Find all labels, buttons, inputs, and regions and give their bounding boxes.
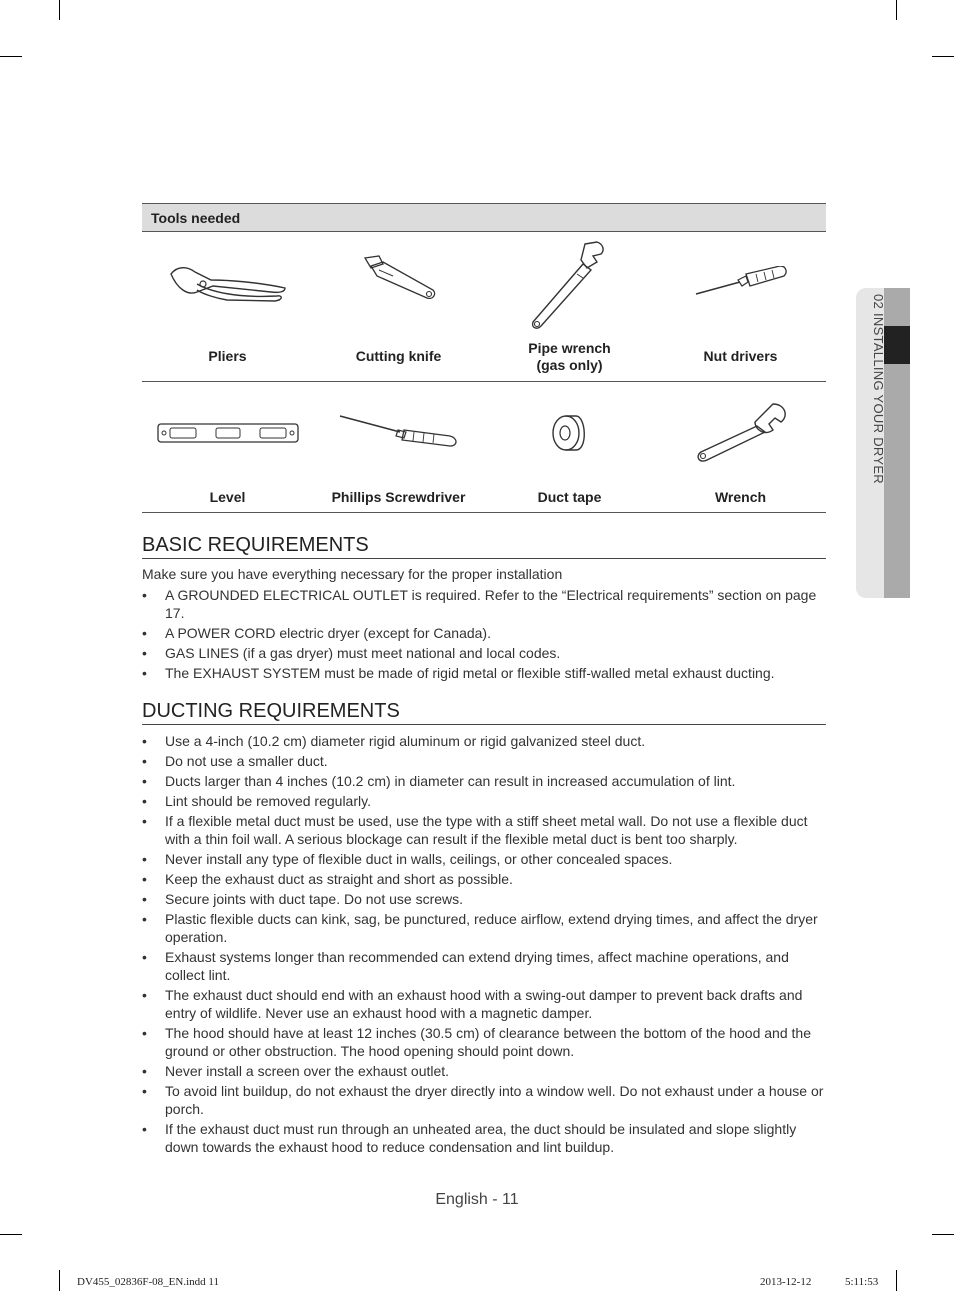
list-item: • Plastic flexible ducts can kink, sag, be punctured, reduce airflow, extend drying times, and affect the dryer operation. [142, 910, 832, 946]
list-item: • A GROUNDED ELECTRICAL OUTLET is required. Refer to the “Electrical requirements” section on page 17. [142, 586, 832, 622]
list-item: • Ducts larger than 4 inches (10.2 cm) in diameter can result in increased accumulation of lint. [142, 772, 832, 790]
crop-mark [932, 56, 954, 57]
nut-driver-icon [692, 266, 790, 300]
side-tab-marker [884, 326, 910, 364]
list-item: • A POWER CORD electric dryer (except for Canada). [142, 624, 832, 642]
tool-label-line1: Pipe wrench [528, 340, 611, 356]
basic-requirements-heading: BASIC REQUIREMENTS [142, 533, 826, 559]
tool-label: Cutting knife [355, 348, 442, 364]
list-item: • Secure joints with duct tape. Do not use screws. [142, 890, 832, 908]
list-item: • The EXHAUST SYSTEM must be made of rigid metal or flexible stiff-walled metal exhaust ducting. [142, 664, 832, 682]
knife-icon [359, 254, 439, 304]
list-item: • Keep the exhaust duct as straight and short as possible. [142, 870, 832, 888]
tool-phillips-screwdriver [313, 382, 484, 512]
list-item: • Do not use a smaller duct. [142, 752, 832, 770]
tool-label: Duct tape [537, 489, 602, 505]
slug-time: 5:11:53 [845, 1276, 879, 1288]
basic-list [142, 586, 832, 684]
list-item: • If the exhaust duct must run through an unheated area, the duct should be insulated and slope slightly down towards the exhaust hood to reduce condensation and lint buildup. [142, 1120, 832, 1156]
crop-mark [59, 0, 60, 20]
tools-header: Tools needed [142, 203, 826, 232]
crop-mark [0, 56, 22, 57]
tool-pipe-wrench [484, 232, 655, 381]
tool-label: Nut drivers [703, 348, 778, 364]
page-number: English - 11 [435, 1191, 519, 1208]
tools-row [142, 232, 826, 382]
pliers-icon [167, 262, 289, 302]
list-item: • The exhaust duct should end with an exhaust hood with a swing-out damper to prevent back drafts and entry of wildlife. Never use an exhaust hood with a magnetic damper. [142, 986, 832, 1022]
crop-mark [932, 1234, 954, 1235]
tool-pliers [142, 232, 313, 381]
tool-nut-drivers [655, 232, 826, 381]
tool-wrench [655, 382, 826, 512]
tools-row [142, 382, 826, 513]
tool-label [484, 340, 655, 374]
pipe-wrench-icon [525, 240, 615, 332]
tool-duct-tape [484, 382, 655, 512]
slug-date: 2013-12-12 [760, 1276, 812, 1288]
slug-file: DV455_02836F-08_EN.indd 11 [77, 1276, 219, 1288]
tool-label: Phillips Screwdriver [331, 489, 466, 505]
tool-label-line2: (gas only) [536, 357, 603, 373]
wrench-icon [693, 402, 789, 464]
list-item: • Never install a screen over the exhaust outlet. [142, 1062, 832, 1080]
basic-intro: Make sure you have everything necessary for the proper installation [142, 566, 563, 582]
crop-mark [896, 0, 897, 20]
ducting-requirements-heading: DUCTING REQUIREMENTS [142, 699, 826, 725]
list-item: • Exhaust systems longer than recommended can extend drying times, affect machine operations, and collect lint. [142, 948, 832, 984]
crop-mark [896, 1270, 897, 1291]
list-item: • The hood should have at least 12 inches (30.5 cm) of clearance between the bottom of the hood and the ground or other obstruction. The hood opening should point down. [142, 1024, 832, 1060]
tool-label: Wrench [714, 489, 767, 505]
side-tab-label: 02 INSTALLING YOUR DRYER [871, 294, 886, 484]
tools-table [142, 203, 826, 513]
tool-label: Pliers [208, 348, 247, 364]
tool-cutting-knife [313, 232, 484, 381]
duct-tape-icon [550, 412, 590, 454]
screwdriver-icon [338, 414, 460, 448]
list-item: • If a flexible metal duct must be used, use the type with a stiff sheet metal wall. Do not use a flexible duct with a thin foil wall. A serious blockage can result if the flexible metal duct is bent too sharply. [142, 812, 832, 848]
crop-mark [0, 1234, 22, 1235]
crop-mark [59, 1270, 60, 1291]
list-item: • Use a 4-inch (10.2 cm) diameter rigid aluminum or rigid galvanized steel duct. [142, 732, 832, 750]
list-item: • Never install any type of flexible duct in walls, ceilings, or other concealed spaces. [142, 850, 832, 868]
list-item: • GAS LINES (if a gas dryer) must meet national and local codes. [142, 644, 832, 662]
list-item: • To avoid lint buildup, do not exhaust the dryer directly into a window well. Do not exhaust under a house or porch. [142, 1082, 832, 1118]
list-item: • Lint should be removed regularly. [142, 792, 832, 810]
ducting-list [142, 732, 832, 1158]
tool-level [142, 382, 313, 512]
level-icon [156, 422, 300, 444]
tool-label: Level [209, 489, 246, 505]
